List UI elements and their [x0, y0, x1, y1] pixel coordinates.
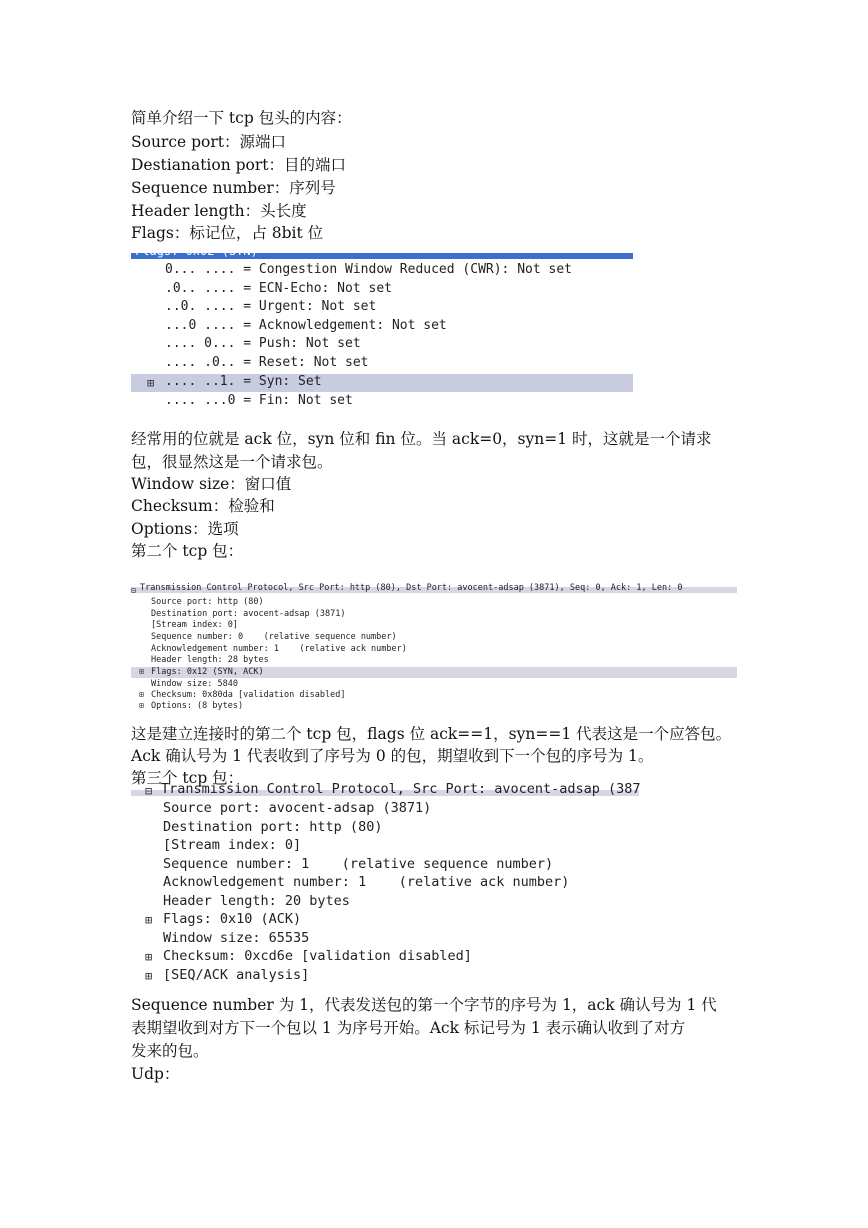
- flags-screenshot: [131, 244, 633, 411]
- third-header: Transmission Control Protocol, Src Port: avocent-adsap (387: [161, 781, 641, 797]
- flag-row-syn: .... ..1. = Syn: Set: [165, 374, 322, 389]
- flag-row-ack: ...0 .... = Acknowledgement: Not set: [165, 318, 447, 333]
- intro-line: 简单介绍一下 tcp 包头的内容：: [131, 109, 352, 127]
- para2-line2: Ack 确认号为 1 代表收到了序号为 0 的包，期望收到下一个包的序号为 1。: [131, 747, 654, 765]
- third-row-source: Source port: avocent-adsap (3871): [163, 800, 432, 816]
- expand-icon[interactable]: ⊞: [147, 376, 155, 390]
- second-row-options: Options: (8 bytes): [151, 701, 244, 711]
- third-row-window: Window size: 65535: [163, 930, 310, 946]
- field-sequence-number: Sequence number：序列号: [131, 179, 336, 197]
- field-source-port: Source port：源端口: [131, 133, 287, 151]
- expand-icon[interactable]: ⊞: [139, 690, 144, 699]
- flag-row-reset: .... .0.. = Reset: Not set: [165, 355, 369, 370]
- third-row-seq-ack-analysis: [SEQ/ACK analysis]: [163, 967, 310, 983]
- para2-line1: 这是建立连接时的第二个 tcp 包，flags 位 ack==1，syn==1 代表这是一个应答包。: [131, 725, 732, 743]
- second-row-checksum: Checksum: 0x80da [validation disabled]: [151, 690, 346, 700]
- expand-icon[interactable]: ⊞: [139, 701, 144, 710]
- second-row-destination: Destination port: avocent-adsap (3871): [151, 609, 346, 619]
- field-window-size: Window size：窗口值: [131, 475, 292, 493]
- flag-row-urgent: ..0. .... = Urgent: Not set: [165, 299, 377, 314]
- flag-row-fin: .... ...0 = Fin: Not set: [165, 393, 353, 408]
- second-row-header-length: Header length: 28 bytes: [151, 655, 269, 665]
- expand-icon[interactable]: ⊞: [139, 667, 144, 676]
- second-header: Transmission Control Protocol, Src Port: http (80), Dst Port: avocent-adsap (3871), Seq: 0, Ack: 1, Len: 0: [140, 583, 683, 593]
- field-checksum: Checksum：检验和: [131, 497, 275, 515]
- para3-line3: 发来的包。: [131, 1042, 209, 1060]
- field-flags: Flags：标记位，占 8bit 位: [131, 224, 324, 242]
- third-row-stream: [Stream index: 0]: [163, 837, 302, 853]
- third-row-destination: Destination port: http (80): [163, 819, 383, 835]
- para1-line1: 经常用的位就是 ack 位，syn 位和 fin 位。当 ack=0，syn=1 时，这就是一个请求: [131, 430, 712, 448]
- third-row-checksum: Checksum: 0xcd6e [validation disabled]: [163, 948, 472, 964]
- para3-line2: 表期望收到对方下一个包以 1 为序号开始。Ack 标记号为 1 表示确认收到了对方: [131, 1019, 686, 1037]
- flag-row-push: .... 0... = Push: Not set: [165, 336, 361, 351]
- third-row-header-length: Header length: 20 bytes: [163, 893, 350, 909]
- field-destination-port: Destianation port：目的端口: [131, 156, 347, 174]
- second-row-stream: [Stream index: 0]: [151, 620, 238, 630]
- second-row-ack: Acknowledgement number: 1 (relative ack number): [151, 644, 407, 654]
- third-row-flags: Flags: 0x10 (ACK): [163, 911, 302, 927]
- field-options: Options：选项: [131, 520, 239, 538]
- second-row-window: Window size: 5840: [151, 679, 238, 689]
- second-row-flags: Flags: 0x12 (SYN, ACK): [151, 667, 264, 677]
- second-row-source: Source port: http (80): [151, 597, 264, 607]
- flag-row-ecn: .0.. .... = ECN-Echo: Not set: [165, 281, 392, 296]
- expand-icon[interactable]: ⊞: [145, 969, 153, 983]
- third-packet-label: 第三个 tcp 包：: [131, 769, 244, 787]
- field-header-length: Header length：头长度: [131, 202, 307, 220]
- third-row-seq: Sequence number: 1 (relative sequence number): [163, 856, 554, 872]
- second-packet-screenshot: [131, 583, 737, 711]
- para3-line1: Sequence number 为 1，代表发送包的第一个字节的序号为 1，ack 确认号为 1 代: [131, 996, 717, 1014]
- expand-icon[interactable]: ⊞: [145, 913, 153, 927]
- flag-row-cwr: 0... .... = Congestion Window Reduced (CWR): Not set: [165, 262, 572, 277]
- flags-header: Flags: 0x02 (SYN): [135, 244, 258, 258]
- third-packet-screenshot: [131, 781, 641, 988]
- second-row-seq: Sequence number: 0 (relative sequence number): [151, 632, 397, 642]
- third-row-ack: Acknowledgement number: 1 (relative ack number): [163, 874, 570, 890]
- expand-icon[interactable]: ⊞: [145, 950, 153, 964]
- second-packet-label: 第二个 tcp 包：: [131, 542, 244, 560]
- para1-line2: 包，很显然这是一个请求包。: [131, 453, 333, 471]
- udp-label: Udp：: [131, 1065, 180, 1083]
- collapse-icon[interactable]: ⊟: [145, 784, 153, 798]
- collapse-icon[interactable]: ⊟: [131, 586, 136, 595]
